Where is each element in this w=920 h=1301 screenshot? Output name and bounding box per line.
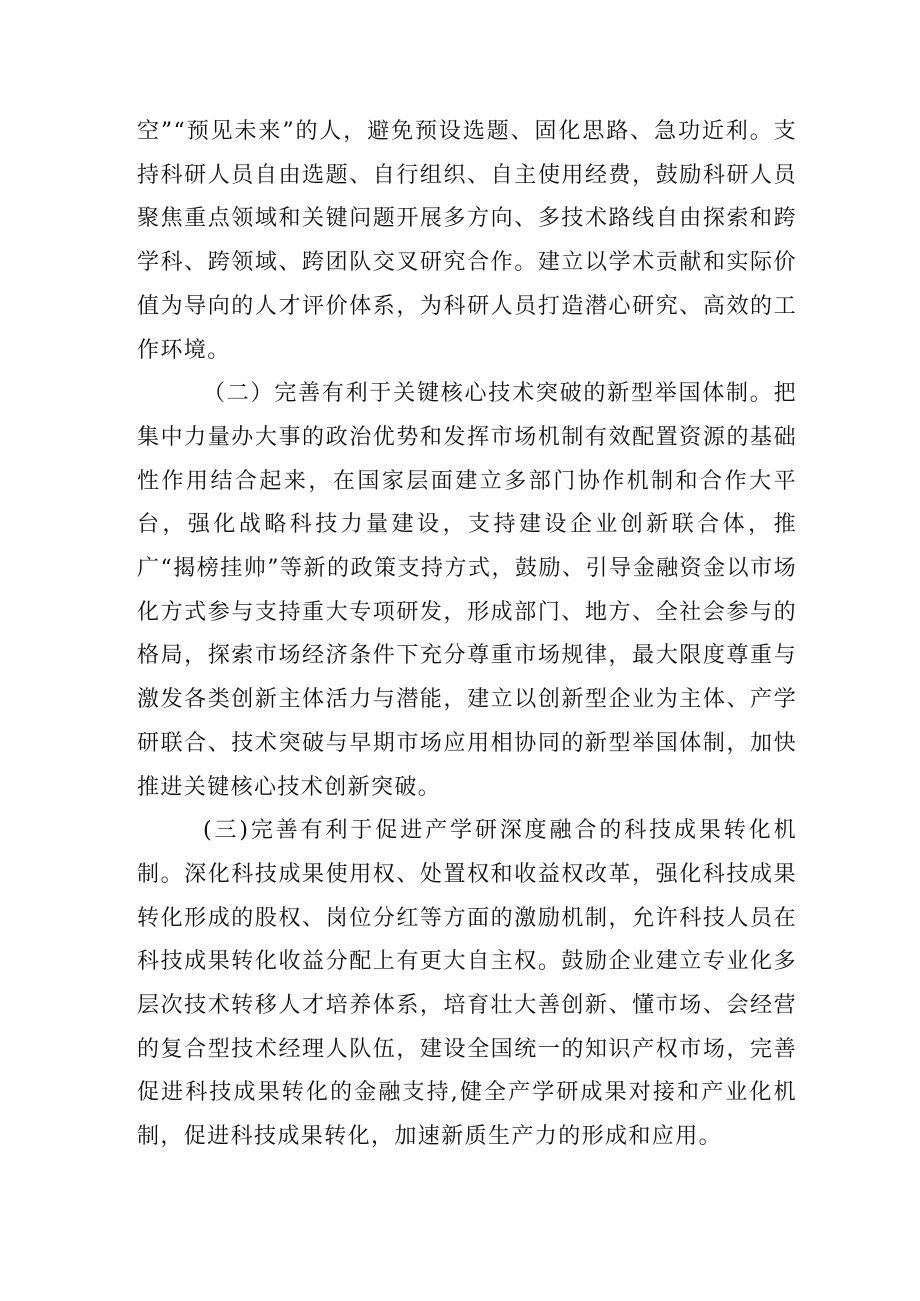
paragraph-continuation: 空”“预见未来”的人，避免预设选题、固化思路、急功近利。支持科研人员自由选题、自行组织、自主使用经费，鼓励科研人员聚焦重点领域和关键问题开展多方向、多技术路线自由探索和跨学科、跨领域、跨团队交叉研究合作。建立以学术贡献和实际价值为导向的人才评价体系，为科研人员打造潜心研究、高效的工作环境。 [137, 119, 797, 363]
paragraph-section-two: （二）完善有利于关键核心技术突破的新型举国体制。把集中力量办大事的政治优势和发挥市场机制有效配置资源的基础性作用结合起来，在国家层面建立多部门协作机制和合作大平台，强化战略科技力量建设，支持建设企业创新联合体，推广“揭榜挂帅”等新的政策支持方式，鼓励、引导金融资金以市场化方式参与支持重大专项研发，形成部门、地方、全社会参与的格局，探索市场经济条件下充分尊重市场规律，最大限度尊重与激发各类创新主体活力与潜能，建立以创新型企业为主体、产学研联合、技术突破与早期市场应用相协同的新型举国体制，加快推进关键核心技术创新突破。 [137, 381, 797, 800]
document-body [137, 110, 797, 1159]
paragraph-section-three: (三)完善有利于促进产学研深度融合的科技成果转化机制。深化科技成果使用权、处置权和收益权改革，强化科技成果转化形成的股权、岗位分红等方面的激励机制，允许科技人员在科技成果转化收益分配上有更大自主权。鼓励企业建立专业化多层次技术转移人才培养体系，培育壮大善创新、懂市场、会经营的复合型技术经理人队伍，建设全国统一的知识产权市场，完善促进科技成果转化的金融支持,健全产学研成果对接和产业化机制，促进科技成果转化，加速新质生产力的形成和应用。 [137, 818, 797, 1150]
